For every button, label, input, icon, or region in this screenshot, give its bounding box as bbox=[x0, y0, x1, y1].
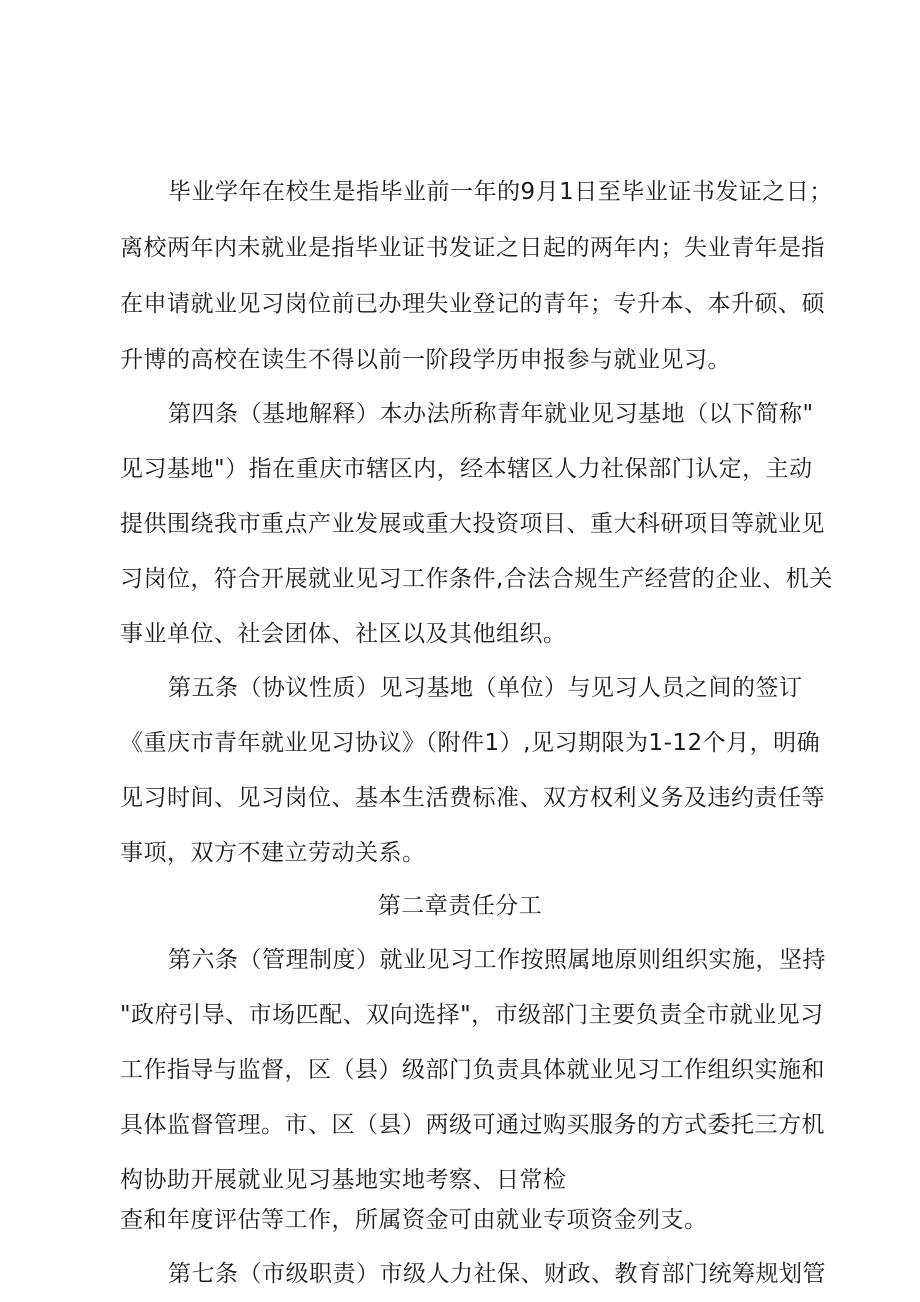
paragraph-line: 具体监督管理。市、区（县）两级可通过购买服务的方式委托三方机 bbox=[120, 1112, 825, 1138]
paragraph-line: 构协助开展就业见习基地实地考察、日常检 bbox=[120, 1167, 567, 1193]
article-4-line: 第四条（基地解释）本办法所称青年就业见习基地（以下简称" bbox=[168, 401, 814, 427]
chapter-heading: 第二章责任分工 bbox=[377, 893, 543, 919]
paragraph-line: 升博的高校在读生不得以前一阶段学历申报参与就业见习。 bbox=[120, 347, 731, 373]
paragraph-line: "政府引导、市场匹配、双向选择"，市级部门主要负责全市就业见习 bbox=[120, 1002, 824, 1028]
paragraph-line: 见习基地"）指在重庆市辖区内，经本辖区人力社保部门认定，主动 bbox=[120, 456, 813, 482]
article-5-line: 第五条（协议性质）见习基地（单位）与见习人员之间的签订 bbox=[168, 675, 803, 701]
paragraph-line: 工作指导与监督，区（县）级部门负责具体就业见习工作组织实施和 bbox=[120, 1057, 825, 1083]
paragraph-line: 毕业学年在校生是指毕业前一年的9月1日至毕业证书发证之日； bbox=[168, 179, 833, 205]
article-7-line: 第七条（市级职责）市级人力社保、财政、教育部门统筹规划管 bbox=[168, 1261, 826, 1287]
paragraph-line: 事项，双方不建立劳动关系。 bbox=[120, 840, 426, 866]
paragraph-line: 见习时间、见习岗位、基本生活费标准、双方权利义务及违约责任等 bbox=[120, 785, 825, 811]
paragraph-line: 事业单位、社会团体、社区以及其他组织。 bbox=[120, 621, 567, 647]
article-6-line: 第六条（管理制度）就业见习工作按照属地原则组织实施，坚持 bbox=[168, 947, 826, 973]
paragraph-line: 离校两年内未就业是指毕业证书发证之日起的两年内；失业青年是指 bbox=[120, 235, 825, 261]
paragraph-line: 《重庆市青年就业见习协议》（附件1）,见习期限为1-12个月，明确 bbox=[120, 730, 821, 756]
paragraph-line: 习岗位，符合开展就业见习工作条件,合法合规生产经营的企业、机关 bbox=[120, 566, 833, 592]
paragraph-line: 提供围绕我市重点产业发展或重大投资项目、重大科研项目等就业见 bbox=[120, 511, 825, 537]
paragraph-line: 在申请就业见习岗位前已办理失业登记的青年；专升本、本升硕、硕 bbox=[120, 291, 825, 317]
paragraph-line: 查和年度评估等工作，所属资金可由就业专项资金列支。 bbox=[120, 1207, 708, 1233]
